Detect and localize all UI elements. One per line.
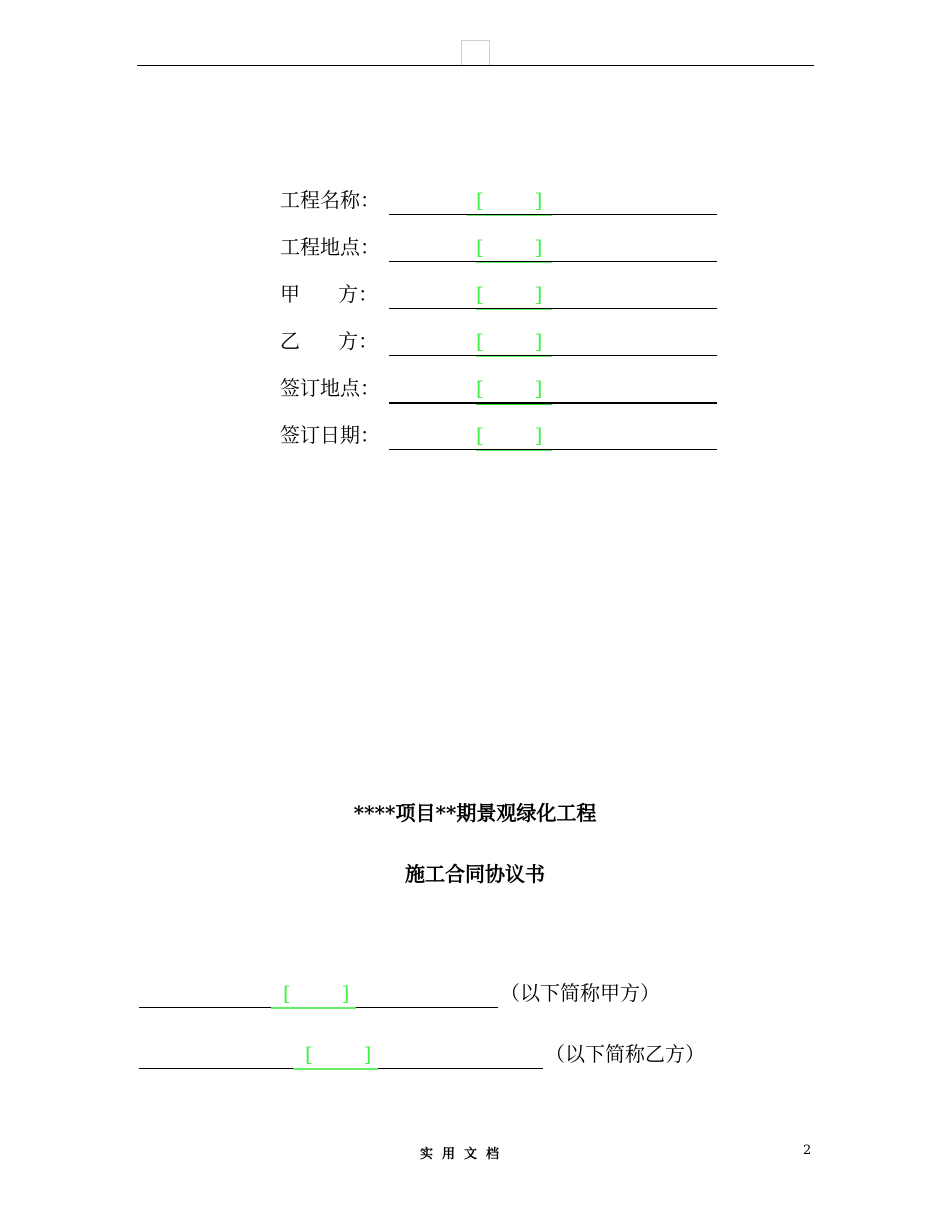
document-title: ****项目**期景观绿化工程 [353,801,597,825]
header-rule [137,65,814,66]
info-row-party-b [280,327,720,374]
info-label: 乙 方： [280,329,379,353]
info-row-project-location [280,233,720,280]
info-label: 工程地点： [280,235,380,259]
fill-in-line [389,449,717,450]
document-subtitle: 施工合同协议书 [405,862,545,886]
info-label: 签订地点： [280,376,380,400]
placeholder-field[interactable]: [ ] [283,981,350,1005]
info-row-signing-location [280,374,720,421]
party-b-row [139,1041,729,1071]
placeholder-field[interactable]: [ ] [476,329,543,353]
fill-in-line [389,308,717,309]
placeholder-field[interactable]: [ ] [305,1042,372,1066]
page-number: 2 [803,1143,812,1158]
info-label: 甲 方： [280,282,379,306]
fill-in-line [389,261,717,262]
placeholder-underline [293,1068,378,1070]
header-tab-marker [461,40,490,66]
info-row-signing-date [280,421,720,468]
fill-in-line [389,214,717,215]
placeholder-field[interactable]: [ ] [476,423,543,447]
info-label: 工程名称： [280,188,380,212]
footer-text: 实用文档 [420,1147,509,1162]
placeholder-field[interactable]: [ ] [476,188,543,212]
info-row-party-a [280,280,720,327]
party-a-suffix: （以下简称甲方） [500,981,660,1005]
party-b-suffix: （以下简称乙方） [545,1042,705,1066]
placeholder-field[interactable]: [ ] [476,235,543,259]
placeholder-field[interactable]: [ ] [476,282,543,306]
fill-in-line [389,402,717,404]
placeholder-field[interactable]: [ ] [476,376,543,400]
party-a-row [139,980,679,1010]
info-row-project-name [280,186,720,233]
fill-in-line [389,355,717,356]
placeholder-underline [271,1007,356,1009]
contract-info-block [280,186,720,468]
info-label: 签订日期： [280,423,380,447]
